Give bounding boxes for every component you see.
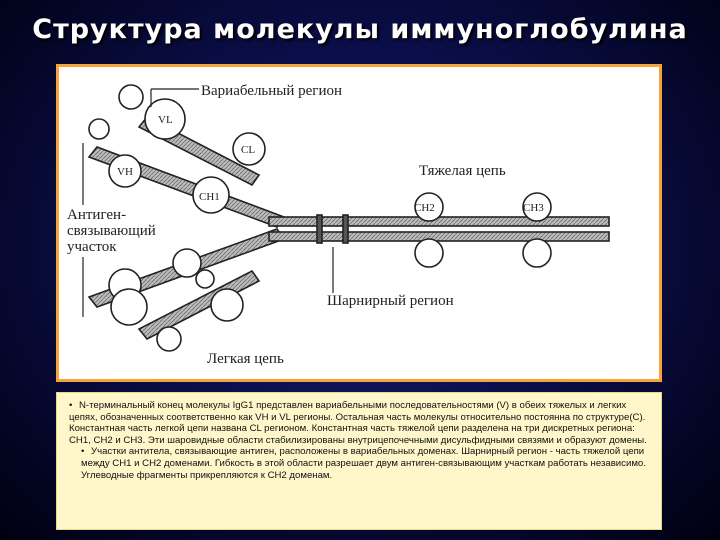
ch3-lower-loop xyxy=(523,239,551,267)
variable-region-label: Вариабельный регион xyxy=(201,83,343,99)
fc-region xyxy=(269,193,609,267)
vl-lower-loop xyxy=(111,289,147,325)
upper-fab-arm xyxy=(89,85,284,227)
antibody-structure-diagram xyxy=(59,67,659,379)
bullet-icon: • xyxy=(81,446,85,458)
caption-paragraph-1-text: N-терминальный конец молекулы IgG1 представлен вариабельными последовательностями (V) в обеих тяжелых и легких цепях, обозначенных соответственно как VH и VL регионы. Остальная часть молекулы относительно постоянна по структуре(С). Константная часть легкой цепи названа CL регионом. Константная часть тяжелой цепи разделена на три дискретных региона: CH1, CH2 и CH3. Эти шаровидные области стабилизированы внутрицепочечными дисульфидными связями и образуют домены. xyxy=(69,400,647,446)
hinge-bond-2 xyxy=(343,215,348,243)
vl-lower-loop-2 xyxy=(157,327,181,351)
caption-box xyxy=(56,392,662,530)
antigen-binding-label-3: участок xyxy=(67,239,117,255)
hinge-bond-1 xyxy=(317,215,322,243)
cl-domain-label: CL xyxy=(241,144,256,156)
hinge-region-label: Шарнирный регион xyxy=(327,293,454,309)
vl-domain-label: VL xyxy=(158,114,173,126)
cl-lower-loop xyxy=(211,289,243,321)
antigen-binding-label-2: связывающий xyxy=(67,223,156,239)
ch1-lower-loop xyxy=(173,249,201,277)
light-chain-label: Легкая цепь xyxy=(207,351,284,367)
lower-fab-arm xyxy=(89,229,284,351)
bullet-icon: • xyxy=(69,400,73,411)
ch2-domain-label: CH2 xyxy=(414,202,435,214)
caption-paragraph-2-text: Участки антитела, связывающие антиген, расположены в вариабельных доменах. Шарнирный регион - часть тяжелой цепи между CH1 и CH2 доменами. Гибкость в этой области разрешает двум антиген-связывающим участкам работать независимо. Углеводные фрагменты прикрепляются к CH2 доменам. xyxy=(81,446,646,481)
caption-paragraph-1 xyxy=(69,400,649,446)
ch3-domain-label: CH3 xyxy=(523,202,544,214)
vl-upper-loop-2 xyxy=(119,85,143,109)
antibody-figure-frame xyxy=(56,64,662,382)
caption-paragraph-2 xyxy=(69,446,649,481)
vh-upper-loop-2 xyxy=(89,119,109,139)
slide-title: Структура молекулы иммуноглобулина xyxy=(32,14,688,45)
ch2-lower-loop xyxy=(415,239,443,267)
antigen-binding-label-1: Антиген- xyxy=(67,207,127,223)
vh-domain-label: VH xyxy=(117,166,133,178)
antibody-figure xyxy=(59,67,659,379)
heavy-chain-label: Тяжелая цепь xyxy=(419,163,506,179)
ch1-domain-label: CH1 xyxy=(199,191,220,203)
lower-small-loop xyxy=(196,270,214,288)
